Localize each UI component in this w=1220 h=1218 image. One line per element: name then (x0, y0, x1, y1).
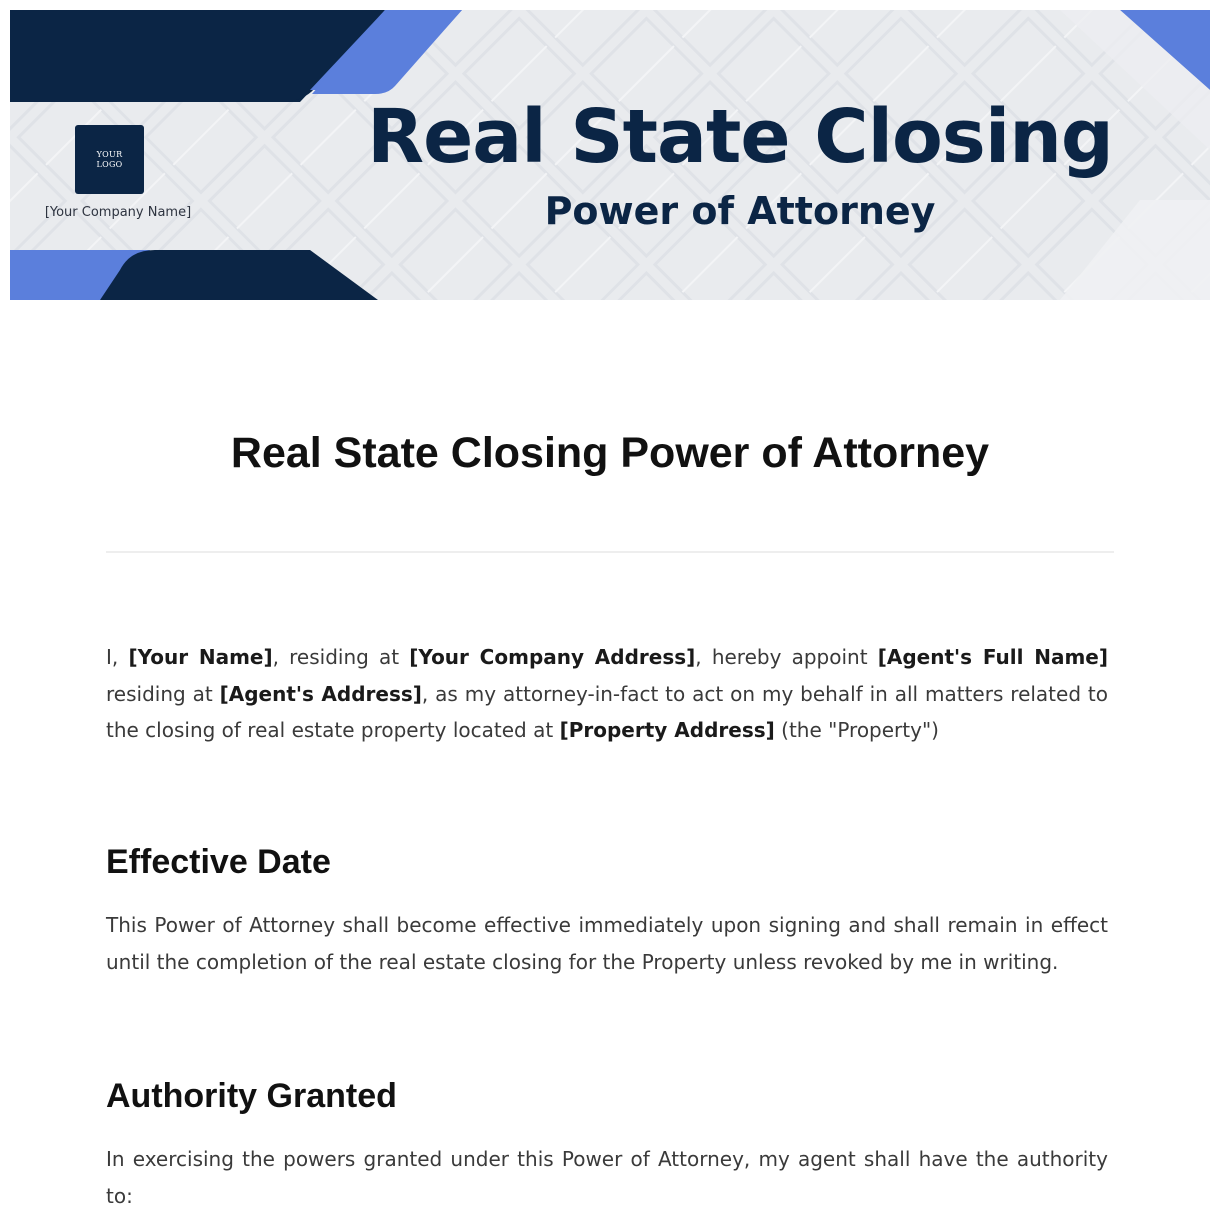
banner-subtitle: Power of Attorney (544, 189, 936, 233)
intro-paragraph (106, 639, 1108, 749)
logo-text-line2: LOGO (96, 159, 123, 169)
agent-name-placeholder: [Agent's Full Name] (877, 645, 1108, 669)
intro-text-6: (the "Property") (774, 718, 939, 742)
intro-text-5: , as my attorney-in-fact to act on my behalf in all matters related to the closing of real estate property located at (106, 681, 1109, 742)
document-title: Real State Closing Power of Attorney (230, 429, 990, 477)
company-name: [Your Company Name] (44, 205, 192, 220)
section-body-effective-date: This Power of Attorney shall become effective immediately upon signing and shall remain in effect until the completion of the real estate closing for the Property unless revoked by me in writing. (106, 913, 1108, 974)
your-name-placeholder: [Your Name] (128, 645, 273, 669)
section-heading-effective-date: Effective Date (106, 843, 331, 881)
section-heading-authority-granted: Authority Granted (106, 1077, 397, 1115)
agent-address-placeholder: [Agent's Address] (219, 681, 422, 706)
banner-title: Real State Closing (367, 94, 1113, 180)
intro-text-2: , residing at (272, 645, 410, 669)
section-body-authority-granted: In exercising the powers granted under this Power of Attorney, my agent shall have the authority to: (106, 1147, 1108, 1208)
property-address-placeholder: [Property Address] (559, 718, 775, 742)
header-banner (10, 10, 1210, 300)
logo-text-line1: YOUR (96, 149, 123, 159)
intro-text-1: I, (106, 645, 129, 669)
title-divider (106, 551, 1114, 553)
company-logo (75, 125, 144, 194)
intro-text-3: , hereby appoint (695, 645, 878, 669)
intro-text-4: residing at (106, 681, 220, 706)
company-address-placeholder: [Your Company Address] (409, 645, 696, 669)
